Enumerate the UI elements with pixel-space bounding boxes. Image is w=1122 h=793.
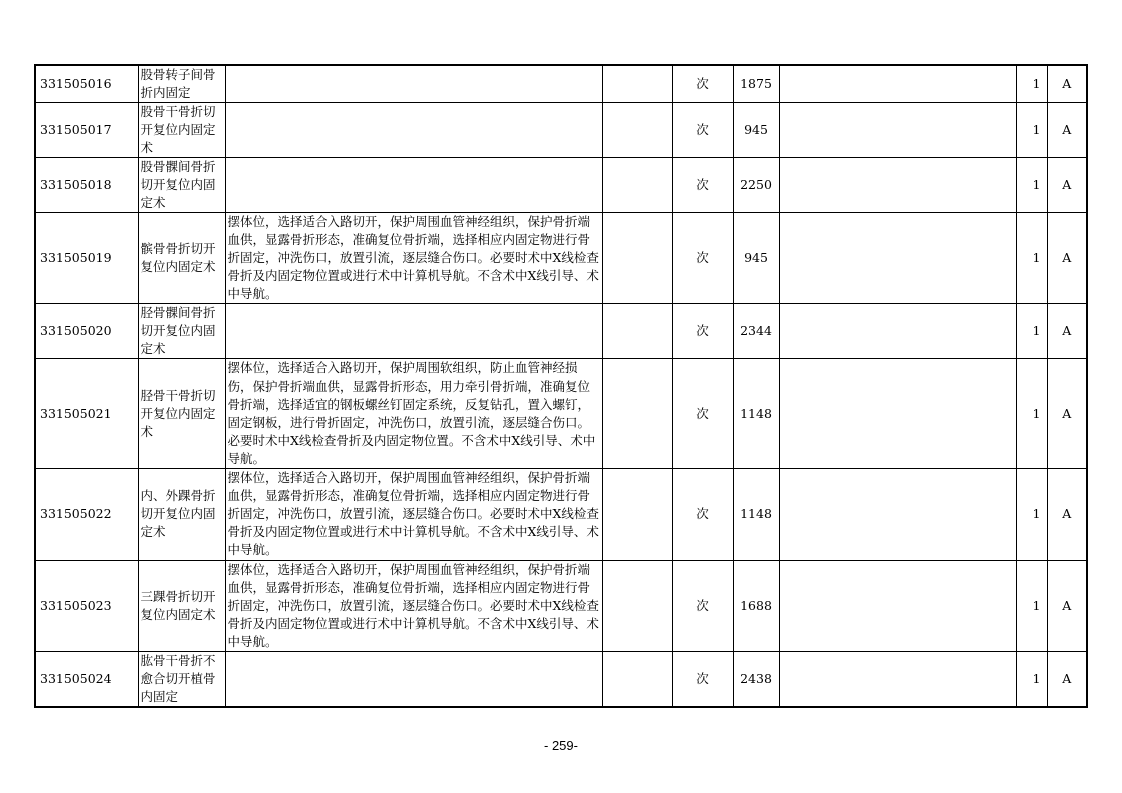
item-notes [779,651,1016,707]
price-table [34,64,1088,708]
item-content [225,651,602,707]
item-code: 331505021 [35,359,138,469]
item-unit: 次 [672,103,733,158]
item-unit: 次 [672,304,733,359]
item-code: 331505019 [35,213,138,304]
table-row [35,65,1087,103]
item-quantity: 1 [1016,651,1047,707]
item-content: 摆体位，选择适合入路切开，保护周围血管神经组织，保护骨折端血供，显露骨折形态，准确复位骨折端，选择相应内固定物进行骨折固定，冲洗伤口，放置引流，逐层缝合伤口。必要时术中X线检查骨折及内固定物位置或进行术中计算机导航。不含术中X线引导、术中导航。 [225,213,602,304]
item-price: 2344 [733,304,779,359]
item-price: 1688 [733,560,779,651]
item-content: 摆体位，选择适合入路切开，保护周围血管神经组织，保护骨折端血供，显露骨折形态，准确复位骨折端，选择相应内固定物进行骨折固定，冲洗伤口，放置引流，逐层缝合伤口。必要时术中X线检查骨折及内固定物位置或进行术中计算机导航。不含术中X线引导、术中导航。 [225,469,602,560]
item-content: 摆体位，选择适合入路切开，保护周围血管神经组织，保护骨折端血供，显露骨折形态，准确复位骨折端，选择相应内固定物进行骨折固定，冲洗伤口，放置引流，逐层缝合伤口。必要时术中X线检查骨折及内固定物位置或进行术中计算机导航。不含术中X线引导、术中导航。 [225,560,602,651]
table-row [35,213,1087,304]
item-content [225,304,602,359]
item-notes [779,103,1016,158]
item-price: 2250 [733,158,779,213]
item-exclusions [602,560,672,651]
item-class: A [1047,103,1087,158]
item-quantity: 1 [1016,469,1047,560]
item-code: 331505020 [35,304,138,359]
item-class: A [1047,469,1087,560]
page-number: - 259- [544,738,578,753]
item-class: A [1047,359,1087,469]
item-quantity: 1 [1016,103,1047,158]
item-name: 肱骨干骨折不愈合切开植骨内固定 [138,651,225,707]
table-row [35,304,1087,359]
item-class: A [1047,651,1087,707]
item-unit: 次 [672,359,733,469]
item-quantity: 1 [1016,304,1047,359]
item-quantity: 1 [1016,213,1047,304]
item-name: 胫骨髁间骨折切开复位内固定术 [138,304,225,359]
item-exclusions [602,103,672,158]
item-code: 331505018 [35,158,138,213]
item-name: 髌骨骨折切开复位内固定术 [138,213,225,304]
item-notes [779,158,1016,213]
item-code: 331505023 [35,560,138,651]
item-name: 三踝骨折切开复位内固定术 [138,560,225,651]
item-exclusions [602,213,672,304]
item-notes [779,560,1016,651]
table-row [35,651,1087,707]
item-exclusions [602,65,672,103]
item-class: A [1047,65,1087,103]
item-name: 股骨髁间骨折切开复位内固定术 [138,158,225,213]
item-unit: 次 [672,158,733,213]
item-price: 1875 [733,65,779,103]
item-quantity: 1 [1016,158,1047,213]
item-code: 331505022 [35,469,138,560]
item-name: 股骨干骨折切开复位内固定术 [138,103,225,158]
item-price: 1148 [733,359,779,469]
item-name: 胫骨干骨折切开复位内固定术 [138,359,225,469]
item-notes [779,65,1016,103]
item-quantity: 1 [1016,65,1047,103]
table-row [35,359,1087,469]
item-price: 945 [733,213,779,304]
item-name: 内、外踝骨折切开复位内固定术 [138,469,225,560]
item-code: 331505016 [35,65,138,103]
item-class: A [1047,158,1087,213]
item-content [225,65,602,103]
item-unit: 次 [672,651,733,707]
item-class: A [1047,213,1087,304]
item-price: 1148 [733,469,779,560]
item-quantity: 1 [1016,359,1047,469]
item-exclusions [602,469,672,560]
item-code: 331505017 [35,103,138,158]
item-content [225,158,602,213]
item-content: 摆体位，选择适合入路切开，保护周围软组织，防止血管神经损伤，保护骨折端血供，显露骨折形态，用力牵引骨折端，准确复位骨折端，选择适宜的钢板螺丝钉固定系统，反复钻孔，置入螺钉，固定钢板，进行骨折固定，冲洗伤口，放置引流，逐层缝合伤口。必要时术中X线检查骨折及内固定物位置。不含术中X线引导、术中导航。 [225,359,602,469]
item-content [225,103,602,158]
item-unit: 次 [672,65,733,103]
item-unit: 次 [672,213,733,304]
item-price: 945 [733,103,779,158]
item-notes [779,213,1016,304]
item-exclusions [602,651,672,707]
item-price: 2438 [733,651,779,707]
table-row [35,103,1087,158]
item-unit: 次 [672,469,733,560]
item-exclusions [602,304,672,359]
item-exclusions [602,359,672,469]
item-quantity: 1 [1016,560,1047,651]
item-class: A [1047,560,1087,651]
item-notes [779,359,1016,469]
table-row [35,469,1087,560]
item-exclusions [602,158,672,213]
item-name: 股骨转子间骨折内固定 [138,65,225,103]
table-row [35,560,1087,651]
table-row [35,158,1087,213]
item-class: A [1047,304,1087,359]
item-unit: 次 [672,560,733,651]
item-notes [779,469,1016,560]
item-notes [779,304,1016,359]
item-code: 331505024 [35,651,138,707]
